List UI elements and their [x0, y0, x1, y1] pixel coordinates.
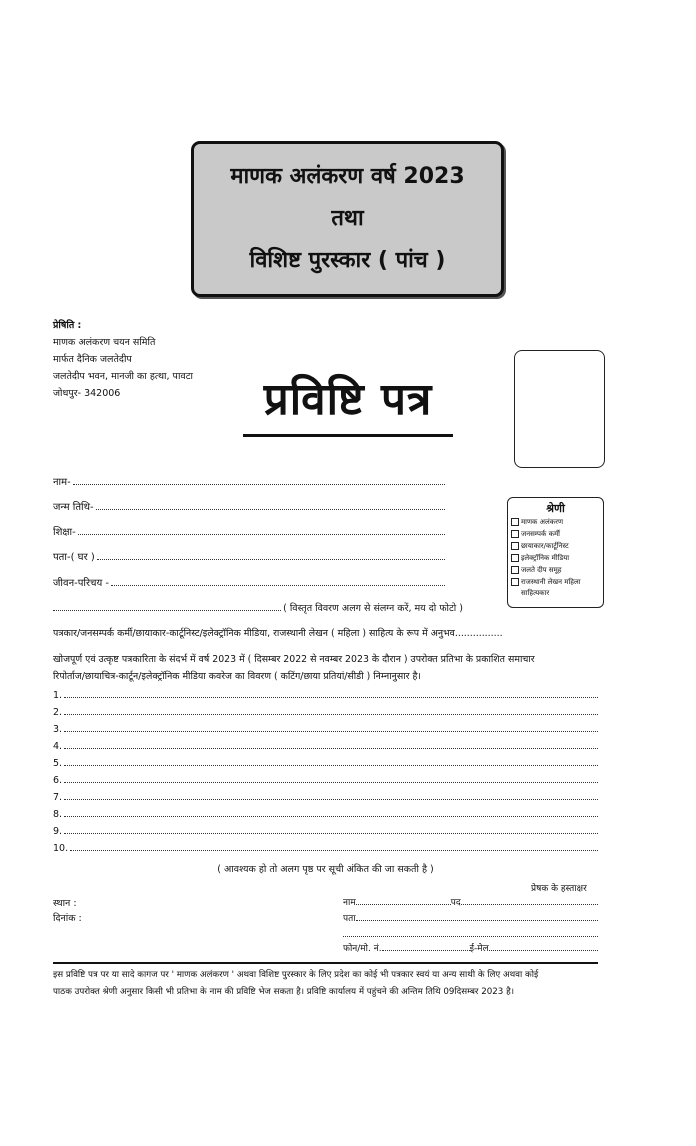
detail-note: ( विस्तृत विवरण अलग से संलग्न करें, मय दो फोटो )	[283, 603, 463, 614]
form-title-underline	[243, 434, 453, 437]
title-line-3: विशिष्ट पुरस्कार ( पांच )	[249, 248, 446, 273]
title-line-1: माणक अलंकरण वर्ष 2023	[230, 164, 465, 189]
name-label: नाम-	[53, 477, 71, 488]
divider	[53, 962, 598, 964]
home-address-field[interactable]	[53, 547, 445, 563]
sig-phone-label: फोन/मो. नं.	[343, 944, 382, 954]
list-note: ( आवश्यक हो तो अलग पृष्ठ पर सूची अंकित की जा सकती है )	[217, 864, 434, 875]
bio-label: जीवन-परिचय -	[53, 578, 110, 589]
list-item[interactable]: 5.	[53, 753, 598, 769]
checkbox[interactable]	[511, 542, 519, 550]
checkbox[interactable]	[511, 530, 519, 538]
category-box	[507, 497, 604, 608]
category-option[interactable]: जनसम्पर्क कर्मी	[511, 528, 600, 540]
education-field[interactable]	[53, 522, 445, 538]
address-line: जोधपुर- 342006	[53, 388, 121, 399]
detail-field[interactable]	[53, 598, 463, 614]
checkbox[interactable]	[511, 566, 519, 574]
sig-address-field[interactable]	[343, 910, 598, 924]
category-option-continuation: साहित्यकार	[521, 589, 550, 597]
dob-label: जन्म तिथि-	[53, 502, 94, 513]
coverage-line-1: खोजपूर्ण एवं उत्कृष्ट पत्रकारिता के संदर्भ में वर्ष 2023 में ( दिसम्बर 2022 से नवम्बर 2023 के दौरान ) उपरोक्त प्रतिभा के प्रकाशित समाचार	[53, 654, 535, 665]
dob-field[interactable]	[53, 497, 445, 513]
address-line: माणक अलंकरण चयन समिति	[53, 337, 156, 348]
list-item[interactable]: 1.	[53, 685, 598, 701]
photo-box[interactable]	[514, 350, 605, 468]
list-item[interactable]: 2.	[53, 702, 598, 718]
category-option[interactable]: छायाकार/कार्टूनिस्ट	[511, 540, 600, 552]
form-title: प्रविष्टि पत्र	[263, 374, 433, 425]
list-item[interactable]: 4.	[53, 736, 598, 752]
address-block	[53, 317, 193, 402]
category-option[interactable]: जलते दीप समूह	[511, 564, 600, 576]
address-line: जलतेदीप भवन, मानजी का हत्था, पावटा	[53, 371, 193, 382]
sig-address-continuation[interactable]	[343, 926, 598, 940]
category-option[interactable]: माणक अलंकरण	[511, 516, 600, 528]
list-item[interactable]: 6.	[53, 770, 598, 786]
sig-contact-field[interactable]	[343, 940, 598, 954]
home-address-label: पता-( घर )	[53, 552, 95, 563]
place-label: स्थान :	[53, 898, 77, 909]
list-item[interactable]: 9.	[53, 821, 598, 837]
checkbox[interactable]	[511, 578, 519, 586]
footer-line-1: इस प्रविष्टि पत्र पर या सादे कागज पर ' माणक अलंकरण ' अथवा विशिष्ट पुरस्कार के लिए प्रदेश का कोई भी पत्रकार स्वयं या अन्य साथी के लिए अथवा कोई	[53, 970, 539, 980]
title-line-2: तथा	[331, 206, 364, 231]
title-box	[191, 141, 504, 297]
sig-email-label: ई-मेल	[469, 944, 489, 954]
education-label: शिक्षा-	[53, 527, 76, 538]
address-line: मार्फत दैनिक जलतेदीप	[53, 354, 132, 365]
list-item[interactable]: 8.	[53, 804, 598, 820]
checkbox[interactable]	[511, 554, 519, 562]
list-item[interactable]: 10.	[53, 838, 598, 854]
experience-line: पत्रकार/जनसम्पर्क कर्मी/छायाकार-कार्टूनिस्ट/इलेक्ट्रॉनिक मीडिया, राजस्थानी लेखन ( महिला ) साहित्य के रूप में अनुभव................	[53, 628, 503, 639]
signature-label: प्रेषक के हस्ताक्षर	[531, 884, 587, 894]
footer-line-2: पाठक उपरोक्त श्रेणी अनुसार किसी भी प्रतिभा के नाम की प्रविष्टि भेज सकता है। प्रविष्टि कार्यालय में पहुंचने की अन्तिम तिथि 09दिसम्बर 2023 है।	[53, 987, 515, 997]
category-option[interactable]: इलेक्ट्रॉनिक मीडिया	[511, 552, 600, 564]
sig-name-label: नाम	[343, 898, 356, 908]
name-field[interactable]	[53, 472, 445, 488]
category-title: श्रेणी	[546, 502, 565, 515]
address-label: प्रेषिति :	[53, 320, 82, 331]
list-item[interactable]: 3.	[53, 719, 598, 735]
sig-designation-label: पद	[450, 898, 461, 908]
footer-note	[53, 967, 601, 1001]
sig-address-label: पता	[343, 914, 356, 924]
bio-field[interactable]	[53, 573, 445, 589]
sig-name-designation-field[interactable]	[343, 894, 598, 908]
coverage-line-2: रिपोर्ताज/छायाचित्र-कार्टून/इलेक्ट्रॉनिक मीडिया कवरेज का विवरण ( कटिंग/छाया प्रतियां/सीडी ) निम्नानुसार है।	[53, 671, 421, 682]
category-option[interactable]: राजस्थानी लेखन महिला	[511, 576, 600, 588]
checkbox[interactable]	[511, 518, 519, 526]
date-label: दिनांक :	[53, 913, 82, 924]
list-item[interactable]: 7.	[53, 787, 598, 803]
